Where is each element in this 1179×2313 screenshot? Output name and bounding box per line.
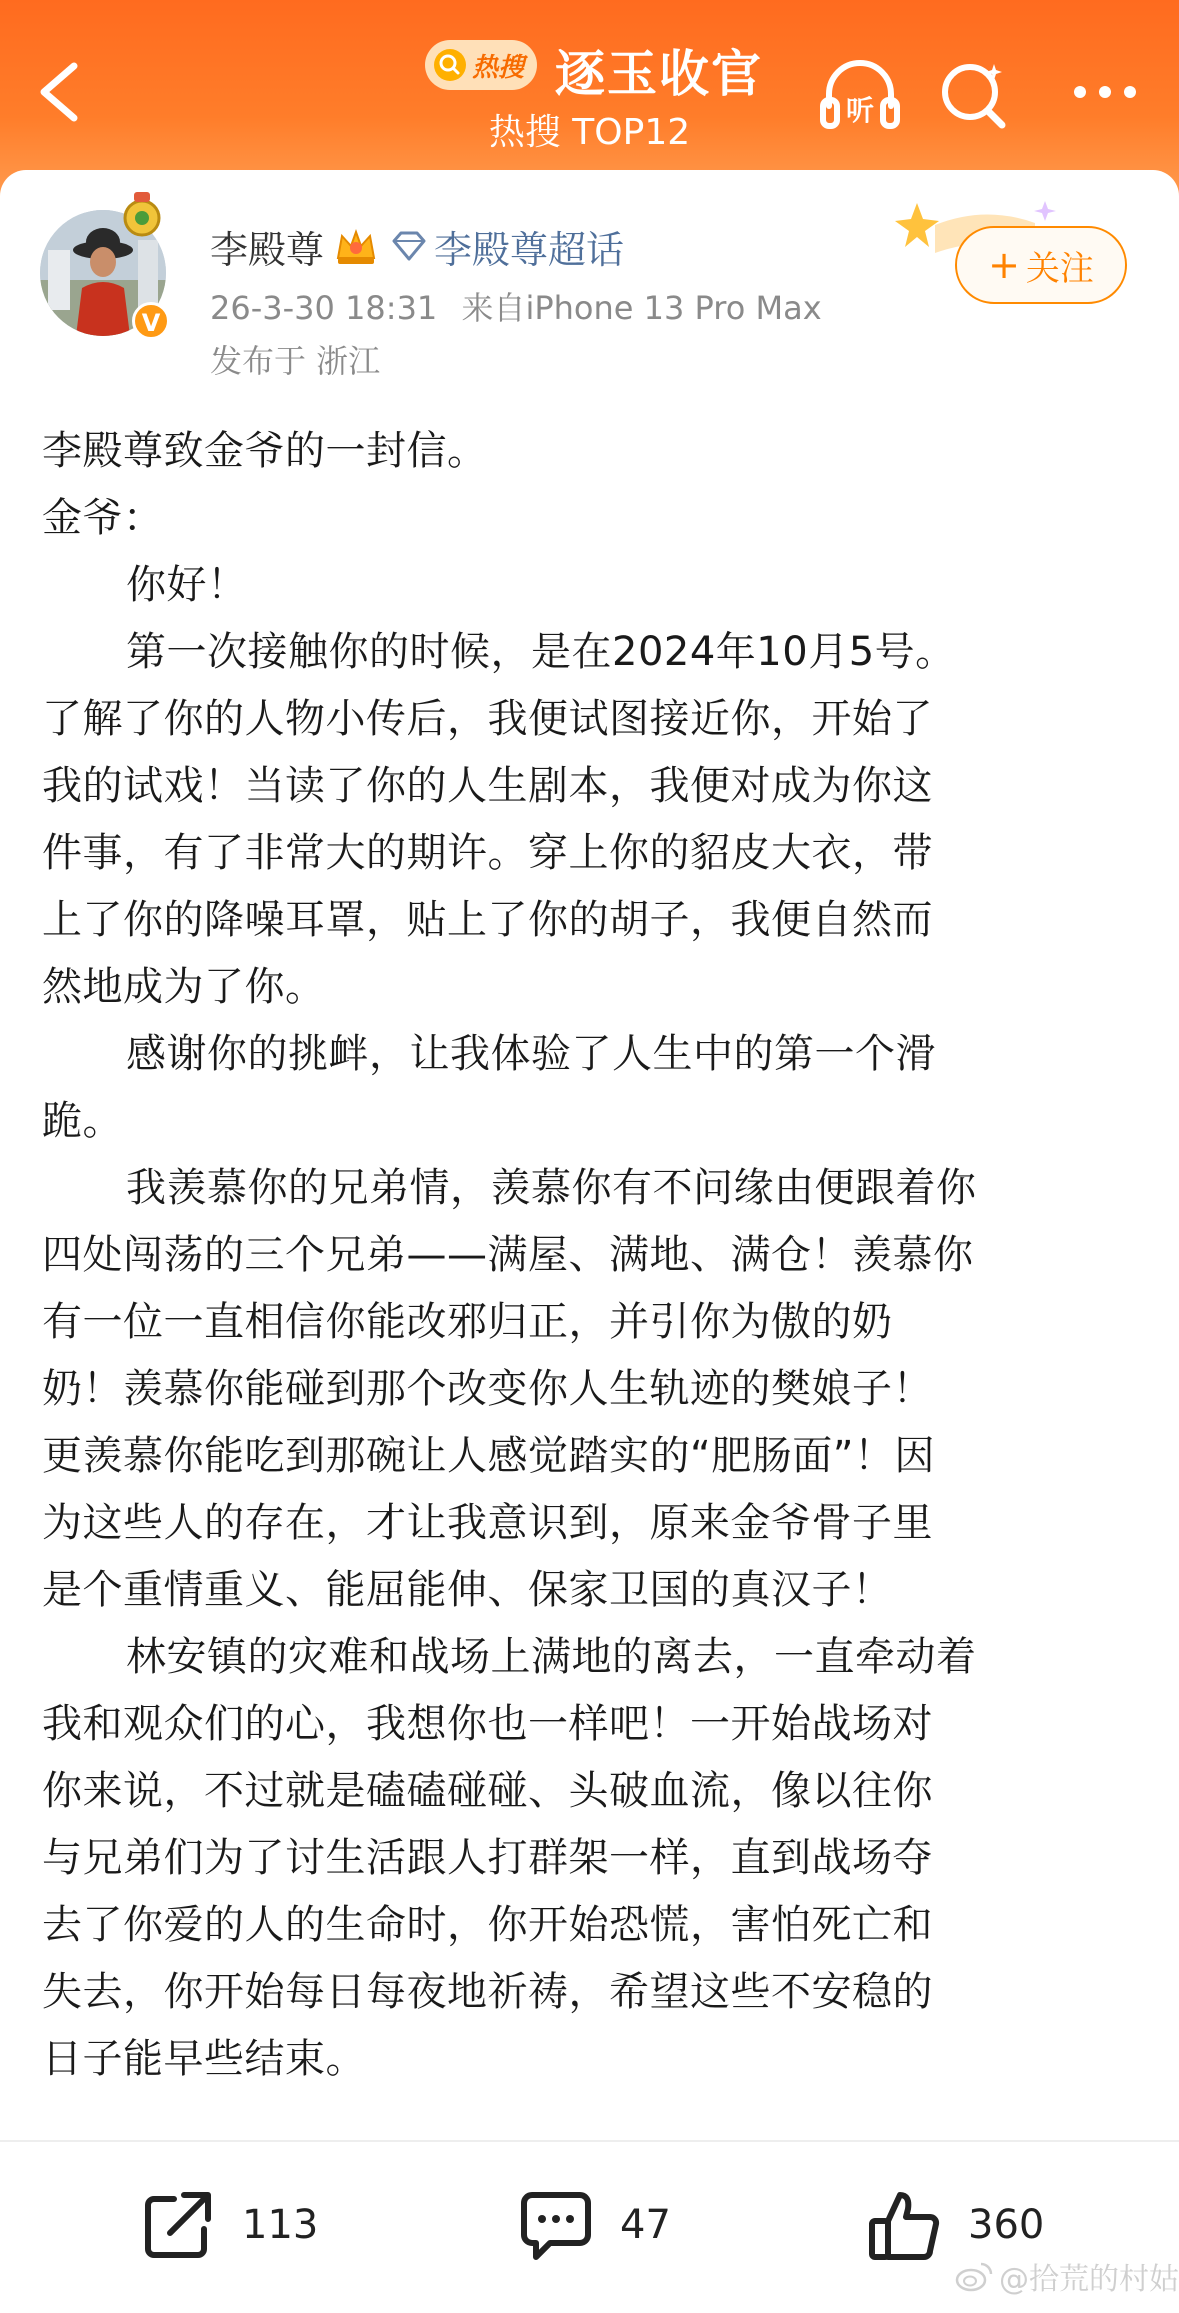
- post-line: 四处闯荡的三个兄弟——满屋、满地、满仓！羡慕你: [42, 1232, 974, 1278]
- post-line: 你好！: [126, 562, 248, 608]
- post-location: 发布于 浙江: [210, 342, 381, 380]
- like-button[interactable]: [866, 2185, 1044, 2265]
- author-name-row: [210, 218, 624, 274]
- post-line: 我羡慕你的兄弟情，羡慕你有不问缘由便跟着你: [126, 1165, 977, 1211]
- listen-headphones-icon[interactable]: [815, 50, 905, 140]
- post-line: 奶！羡慕你能碰到那个改变你人生轨迹的樊娘子！: [42, 1366, 933, 1412]
- weibo-logo-icon: [955, 2260, 993, 2292]
- post-line: 件事，有了非常大的期许。穿上你的貂皮大衣，带: [42, 830, 933, 876]
- post-line: 去了你爱的人的生命时，你开始恐慌，害怕死亡和: [42, 1902, 933, 1948]
- repost-button[interactable]: [140, 2185, 318, 2265]
- hot-search-label: 热搜: [472, 52, 525, 83]
- post-line: 然地成为了你。: [42, 964, 326, 1010]
- post-line: 与兄弟们为了讨生活跟人打群架一样，直到战场夺: [42, 1835, 933, 1881]
- more-options-icon[interactable]: [1060, 50, 1150, 140]
- listen-label: 听: [845, 94, 875, 127]
- comment-count: 47: [620, 2202, 671, 2248]
- post-line: 了解了你的人物小传后，我便试图接近你，开始了: [42, 696, 933, 742]
- author-name[interactable]: 李殿尊: [210, 227, 325, 272]
- post-source: 来自iPhone 13 Pro Max: [461, 289, 822, 327]
- post-line: 上了你的降噪耳罩，贴上了你的胡子，我便自然而: [42, 897, 933, 943]
- post-line: 金爷：: [42, 495, 164, 541]
- post-line: 是个重情重义、能屈能伸、保家卫国的真汉子！: [42, 1567, 893, 1613]
- thumbs-up-icon: [866, 2187, 942, 2263]
- post-line: 林安镇的灾难和战场上满地的离去，一直牵动着: [126, 1634, 977, 1680]
- search-icon[interactable]: [930, 50, 1020, 140]
- comment-icon: [518, 2187, 594, 2263]
- action-bar-divider: [0, 2140, 1179, 2142]
- crown-member-icon: [334, 226, 378, 266]
- plus-icon: +: [988, 243, 1020, 287]
- post-meta: [210, 283, 822, 329]
- hot-search-badge: [425, 40, 537, 90]
- post-line: 日子能早些结束。: [42, 2036, 366, 2082]
- watermark: [955, 2254, 1179, 2298]
- page-title: 逐玉收官: [555, 45, 763, 103]
- post-line: 更羡慕你能吃到那碗让人感觉踏实的“肥肠面”！因: [42, 1433, 935, 1479]
- comment-button[interactable]: [518, 2185, 671, 2265]
- post-line: 我和观众们的心，我想你也一样吧！一开始战场对: [42, 1701, 933, 1747]
- repost-count: 113: [242, 2202, 319, 2248]
- watermark-text: @拾荒的村姑: [999, 2262, 1179, 2297]
- post-line: 失去，你开始每日每夜地祈祷，希望这些不安稳的: [42, 1969, 933, 2015]
- page-subtitle: 热搜 TOP12: [488, 112, 691, 153]
- verified-badge-icon: V: [132, 302, 170, 340]
- share-icon: [140, 2187, 216, 2263]
- post-line: 为这些人的存在，才让我意识到，原来金爷骨子里: [42, 1500, 933, 1546]
- post-body: [42, 418, 1152, 2093]
- hot-search-icon: [430, 45, 470, 85]
- follow-button[interactable]: [955, 226, 1127, 304]
- post-line: 第一次接触你的时候，是在2024年10月5号。: [126, 629, 956, 675]
- super-topic-diamond-icon: [392, 231, 426, 261]
- post-line: 感谢你的挑衅，让我体验了人生中的第一个滑: [126, 1031, 936, 1077]
- super-topic-link[interactable]: 李殿尊超话: [434, 227, 625, 272]
- post-line: 我的试戏！当读了你的人生剧本，我便对成为你这: [42, 763, 933, 809]
- post-line: 李殿尊致金爷的一封信。: [42, 428, 488, 474]
- post-time: 26-3-30 18:31: [210, 289, 438, 327]
- post-line: 跪。: [42, 1098, 123, 1144]
- avatar-pendant-decoration-icon: [112, 188, 172, 242]
- follow-label: 关注: [1025, 248, 1094, 289]
- like-count: 360: [968, 2202, 1045, 2248]
- post-line: 有一位一直相信你能改邪归正，并引你为傲的奶: [42, 1299, 893, 1345]
- post-line: 你来说，不过就是磕磕碰碰、头破血流，像以往你: [42, 1768, 933, 1814]
